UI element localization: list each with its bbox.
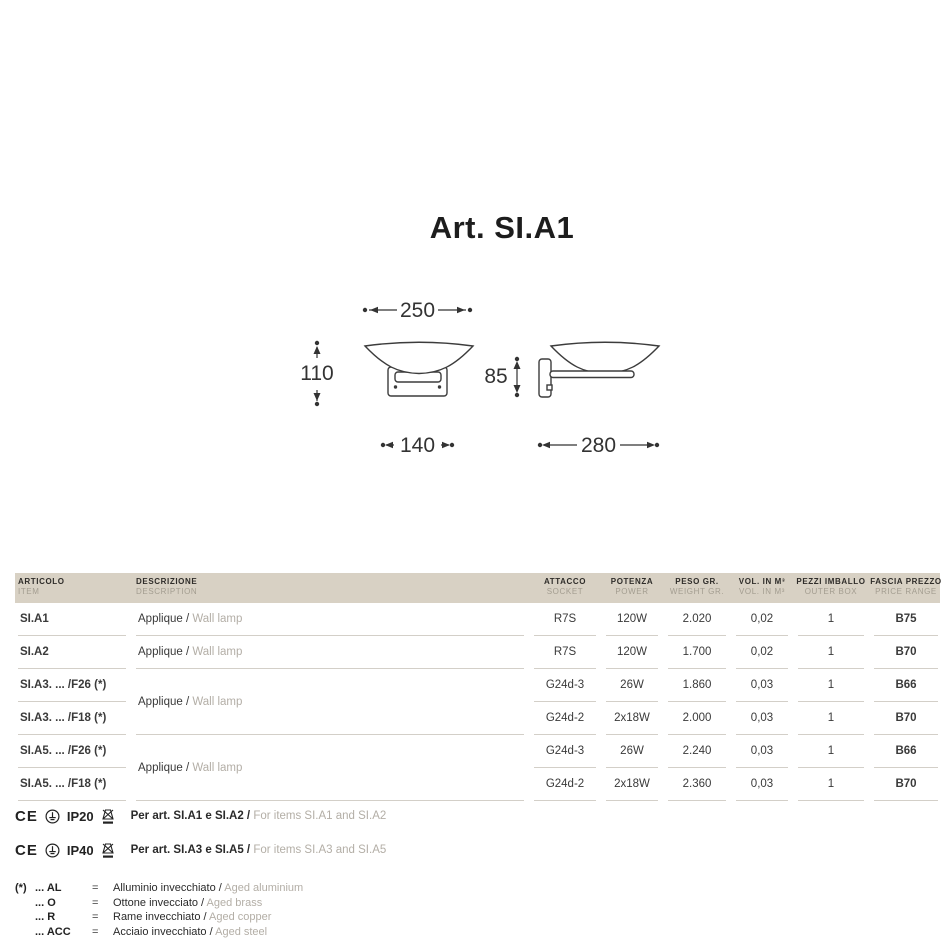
socket-cell: R7S xyxy=(534,603,596,636)
volume-cell: 0,02 xyxy=(736,603,788,636)
table-header-band xyxy=(15,573,940,603)
dimension-label-140: 140 xyxy=(399,434,436,457)
dimension-label-85: 85 xyxy=(484,365,508,388)
socket-cell: G24d-2 xyxy=(534,768,596,801)
protective-earth-icon xyxy=(45,843,60,858)
volume-cell: 0,02 xyxy=(736,636,788,669)
outerbox-cell: 1 xyxy=(798,735,864,768)
column-header-attacco: ATTACCO SOCKET xyxy=(543,577,587,596)
legend-row: (*) ... AL = Alluminio invecchiato / Aged aluminium xyxy=(15,882,304,894)
weee-bin-icon xyxy=(101,842,115,859)
side-plate-detail xyxy=(547,385,552,390)
weee-bin-icon xyxy=(101,808,115,825)
table-row xyxy=(18,636,938,669)
column-header-volume: VOL. IN M³ VOL. IN M³ xyxy=(738,577,786,596)
price-range-cell: B75 xyxy=(874,603,938,636)
certification-line-ip40 xyxy=(15,840,386,860)
side-arm xyxy=(550,371,634,378)
price-range-cell: B66 xyxy=(874,669,938,702)
socket-cell: G24d-3 xyxy=(534,735,596,768)
protective-earth-icon xyxy=(45,809,60,824)
outerbox-cell: 1 xyxy=(798,702,864,735)
outerbox-cell: 1 xyxy=(798,636,864,669)
price-range-cell: B70 xyxy=(874,702,938,735)
certification-line-ip20 xyxy=(15,806,386,826)
legend-row: ... O = Ottone invecciato / Aged brass xyxy=(15,896,303,911)
front-view-lamp xyxy=(365,342,473,396)
article-cell: SI.A1 xyxy=(18,603,126,636)
dimension-280 xyxy=(538,434,659,457)
dimension-label-110: 110 xyxy=(300,362,334,385)
side-wall-plate xyxy=(539,359,551,397)
socket-cell: G24d-2 xyxy=(534,702,596,735)
power-cell: 120W xyxy=(606,636,658,669)
weight-cell: 1.860 xyxy=(668,669,726,702)
weight-cell: 2.240 xyxy=(668,735,726,768)
side-dish xyxy=(551,342,659,373)
materials-legend xyxy=(15,881,303,939)
description-cell: Applique / Wall lamp xyxy=(136,603,524,636)
front-screw-right xyxy=(438,385,441,388)
description-cell: Applique / Wall lamp xyxy=(136,636,524,669)
dimension-label-250: 250 xyxy=(399,299,436,322)
dimension-drawing xyxy=(280,290,680,460)
spec-table xyxy=(8,603,948,801)
ip-rating: IP40 xyxy=(66,842,94,858)
column-header-articolo: ARTICOLO ITEM xyxy=(18,577,65,596)
table-row xyxy=(18,669,938,702)
dimension-85 xyxy=(484,357,520,397)
front-screw-left xyxy=(394,385,397,388)
weight-cell: 1.700 xyxy=(668,636,726,669)
legend-text: Rame invecchiato / Aged copper xyxy=(113,911,272,923)
power-cell: 26W xyxy=(606,735,658,768)
certification-text: Per art. SI.A3 e SI.A5 / For items SI.A3 and SI.A5 xyxy=(130,844,387,856)
outerbox-cell: 1 xyxy=(798,603,864,636)
column-header-pezzi: PEZZI IMBALLO OUTER BOX xyxy=(796,577,866,596)
volume-cell: 0,03 xyxy=(736,669,788,702)
column-header-potenza: POTENZA POWER xyxy=(610,577,654,596)
legend-text: Alluminio invecchiato / Aged aluminium xyxy=(113,882,304,894)
weight-cell: 2.000 xyxy=(668,702,726,735)
article-cell: SI.A5. ... /F26 (*) xyxy=(18,735,126,768)
legend-row: ... R = Rame invecchiato / Aged copper xyxy=(15,910,303,925)
front-dish xyxy=(365,342,473,373)
legend-row: ... ACC = Acciaio invecchiato / Aged steel xyxy=(15,925,303,940)
volume-cell: 0,03 xyxy=(736,735,788,768)
article-cell: SI.A2 xyxy=(18,636,126,669)
dimension-140 xyxy=(381,434,454,457)
description-cell-grouped: Applique / Wall lamp xyxy=(136,735,524,801)
page-title: Art. SI.A1 xyxy=(429,210,575,245)
footnote-star: (*) xyxy=(15,882,27,894)
article-cell: SI.A5. ... /F18 (*) xyxy=(18,768,126,801)
ce-mark: CE xyxy=(15,841,38,859)
table-row xyxy=(18,735,938,768)
power-cell: 2x18W xyxy=(606,702,658,735)
price-range-cell: B66 xyxy=(874,735,938,768)
side-view-lamp xyxy=(539,342,659,397)
ip-rating: IP20 xyxy=(66,808,94,824)
volume-cell: 0,03 xyxy=(736,702,788,735)
dimension-label-280: 280 xyxy=(580,434,617,457)
description-cell-grouped: Applique / Wall lamp xyxy=(136,669,524,735)
power-cell: 2x18W xyxy=(606,768,658,801)
legend-text: Ottone invecciato / Aged brass xyxy=(113,896,263,909)
weight-cell: 2.020 xyxy=(668,603,726,636)
price-range-cell: B70 xyxy=(874,768,938,801)
outerbox-cell: 1 xyxy=(798,669,864,702)
legend-text: Acciaio invecchiato / Aged steel xyxy=(113,925,268,938)
ce-mark: CE xyxy=(15,807,38,825)
socket-cell: R7S xyxy=(534,636,596,669)
article-cell: SI.A3. ... /F18 (*) xyxy=(18,702,126,735)
column-header-fascia: FASCIA PREZZO PRICE RANGE xyxy=(870,577,942,596)
dimension-110 xyxy=(300,341,333,406)
power-cell: 26W xyxy=(606,669,658,702)
power-cell: 120W xyxy=(606,603,658,636)
socket-cell: G24d-3 xyxy=(534,669,596,702)
weight-cell: 2.360 xyxy=(668,768,726,801)
certification-text: Per art. SI.A1 e SI.A2 / For items SI.A1 and SI.A2 xyxy=(130,810,387,822)
column-header-descrizione: DESCRIZIONE DESCRIPTION xyxy=(136,577,198,596)
volume-cell: 0,03 xyxy=(736,768,788,801)
price-range-cell: B70 xyxy=(874,636,938,669)
article-cell: SI.A3. ... /F26 (*) xyxy=(18,669,126,702)
table-row xyxy=(18,603,938,636)
outerbox-cell: 1 xyxy=(798,768,864,801)
dimension-250 xyxy=(363,299,472,322)
column-header-peso: PESO GR. WEIGHT GR. xyxy=(669,577,725,596)
